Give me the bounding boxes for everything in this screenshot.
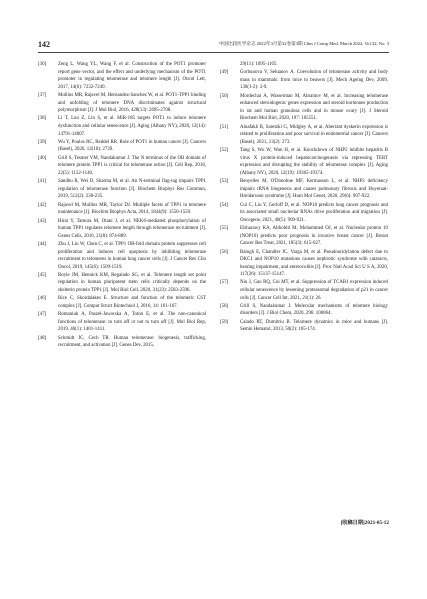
reference-item [220, 249, 388, 279]
reference-item [220, 61, 388, 69]
page-header [38, 40, 389, 53]
reference-text: 29(11): 1095-1105. [240, 62, 278, 67]
reference-text: Rajavel M, Mullins MR, Taylor DJ. Multiple facets of TPP1 in telomere maintenance [J]. Biochim Biophys Acta, 2014, 1844(9): 1550-1559. [58, 202, 206, 216]
reference-number: [41] [38, 179, 47, 185]
reference-item [220, 93, 388, 123]
reference-item [38, 155, 206, 178]
reference-text: Li T, Luo Z, Lin S, et al. MiR-185 targets POT1 to induce telomere dysfunction and cellular senescence [J]. Aging (Albany NY), 2020, 12(14): 14791-14807. [58, 116, 206, 137]
reference-number: [54] [220, 202, 229, 208]
reference-text: Balogh E, Chandler JC, Varga M, et al. Pseudouridylation defect due to DKC1 and NOP10 mutations causes nephrotic syndrome with cataracts, hearing impairment, and enterocolitis [J]. Proc Natl Acad Sci U S A, 2020, 117(26): 15137-15147. [240, 249, 388, 278]
reference-text: Zeng L, Wang YL, Wang F, et al. Construction of the POT1 promoter report gene vector, and the effect and underlying mechanism of the POT1 promoter in regulating telomerase and telomere length [J]. Oncol Lett, 2017, 14(6): 7232-7240. [58, 62, 206, 90]
reference-text: Calado RT, Dumitriu B. Telomere dynamics in mice and humans [J]. Semin Hematol, 2013, 50(2): 165-174. [240, 319, 388, 333]
reference-item [38, 272, 206, 295]
reference-item [38, 311, 206, 334]
reference-text: Wu Y, Poulos RC, Reddel RR. Role of POT1 in human cancer [J]. Cancers (Basel), 2020, 12(10): 2739. [58, 139, 206, 153]
reference-item [38, 241, 206, 271]
reference-text: Mullins MR, Rajavel M, Hernandez-Sanchez W, et al. POT1-TPP1 binding and unfolding of telomere DNA discriminates against structural polymorphism [J]. J Mol Biol, 2016, 428(13): 2695-2708. [58, 92, 206, 114]
reference-text: Benyelles M, O'Donohue MF, Kermasson L, et al. NHP2 deficiency impairs rRNA biogenesis and causes pulmonary fibrosis and Hoyeraal-Hreidarsson syndrome [J]. Hum Mol Genet, 2020, 29(6): 907-922. [240, 179, 388, 200]
reference-text: Alnafakh R, Saretzki G, Midgley A, et al. Aberrant dyskerin expression is related to proliferation and poor survival in endometrial cancer [J]. Cancers (Basel), 2021, 13(2): 273. [240, 124, 388, 145]
reference-text: Grill S, Tesmer VM, Nandakumar J. The N terminus of the OB domain of telomere protein TPP1 is critical for telomerase action [J]. Cell Rep, 2018, 22(5): 1132-1140. [58, 155, 206, 176]
reference-text: Zhu J, Liu W, Chen C, et al. TPP1 OB-fold domain protein suppresses cell proliferation and induces cell apoptosis by inhibiting telomerase recruitment to telomeres in human lung cancer cells [J]. J Cancer Res Clin Oncol, 2019, 145(6): 1509-1519. [58, 241, 206, 270]
reference-number: [43] [38, 218, 47, 224]
reference-item [220, 303, 388, 318]
reference-item [38, 61, 206, 91]
reference-item [38, 115, 206, 138]
reference-item [220, 178, 388, 201]
page-number: 142 [38, 40, 50, 49]
reference-item [220, 124, 388, 147]
reference-text: Mordechai A, Wasserman M, Abramov M, et al. Increasing telomerase enhanced steroidogenic genes expression and steroid hormones production in rat and human granulosa cells and in mouse ovary [J]. J Steroid Biochem Mol Biol, 2020, 197: 105551. [240, 93, 388, 122]
reference-number: [37] [38, 92, 47, 98]
reference-number: [52] [220, 148, 229, 154]
reference-item [38, 139, 206, 154]
reference-number: [46] [38, 296, 47, 302]
reference-number: [58] [220, 303, 229, 309]
reference-number: [42] [38, 202, 47, 208]
reference-number: [40] [38, 155, 47, 161]
reference-item [220, 319, 388, 334]
reference-number: [57] [220, 280, 229, 286]
reference-item [220, 279, 388, 302]
reference-number: [48] [38, 335, 47, 341]
reference-text: Hirai Y, Tamura M, Otani J, et al. NEK6-mediated phosphorylation of human TPP1 regulates telomere length through telomerase recruitment [J]. Genes Cells, 2016, 21(8): 874-889. [58, 218, 206, 239]
running-title: 中国比较医学杂志 2022年3月第32卷第3期 Chin J Comp Med, March 2022, Vol.32, No. 3 [218, 41, 389, 46]
reference-number: [47] [38, 312, 47, 318]
reference-number: [50] [220, 93, 229, 99]
reference-item [38, 218, 206, 241]
reference-number: [59] [220, 319, 229, 325]
references-left-column [38, 61, 206, 351]
reference-item [38, 92, 206, 115]
reference-text: Schmidt JC, Cech TR. Human telomerase: biogenesis, trafficking, recruitment, and activation [J]. Genes Dev, 2015, [58, 335, 206, 349]
reference-number: [39] [38, 139, 47, 145]
reference-number: [45] [38, 272, 47, 278]
reference-number: [56] [220, 249, 229, 255]
references-right-column [220, 61, 388, 335]
reference-text: Grill S, Nandakumar J. Molecular mechanisms of telomere biology disorders [J]. J Biol Chem, 2020, 296: 100064. [240, 303, 388, 317]
reference-text: Boyle JM, Hennick KM, Regalado SG, et al. Telomere length set point regulation in human pluripotent stem cells critically depends on the shelterin protein TPP1 [J]. Mol Biol Cell, 2020, 31(23): 2583-2596. [58, 272, 206, 294]
reference-item [220, 69, 388, 92]
reference-item [220, 202, 388, 225]
reference-text: Gorbunova V, Seluanov A. Coevolution of telomerase activity and body mass in mammals: from mice to beavers [J]. Mech Ageing Dev, 2009, 130(1-2): 3-9. [240, 70, 388, 91]
reference-number: [36] [38, 62, 47, 67]
reference-number: [44] [38, 241, 47, 247]
reference-item [220, 147, 388, 177]
reference-text: Rice C, Skordalakes E. Structure and function of the telomeric CST complex [J]. Comput Struct Biotechnol J, 2016, 14: 161-167. [58, 296, 206, 309]
reference-item [38, 202, 206, 217]
reference-item [220, 225, 388, 248]
reference-item [38, 295, 206, 310]
reference-text: Cui C, Liu Y, Gerloff D, et al. NOP10 predicts lung cancer prognosis and its associated small nucleolar RNAs drive proliferation and migration [J]. Oncogene, 2021, 40(5): 909-921. [240, 202, 388, 223]
reference-text: Elsharawy KA, Althobiti M, Mohammed OJ, et al. Nucleolar protein 10 (NOP10) predicts poor prognosis in invasive breast cancer [J]. Breast Cancer Res Treat, 2021, 185(3): 615-627. [240, 226, 388, 247]
reference-number: [51] [220, 124, 229, 130]
reference-text: Niu J, Gao RQ, Cui MT, et al. Suppression of TCAB1 expression induced cellular senescence by lessening proteasomal degradation of p21 in cancer cells [J]. Cancer Cell Int, 2021, 21(1): 26. [240, 280, 388, 301]
reference-number: [49] [220, 70, 229, 76]
received-date: [收稿日期]2021-05-12 [340, 520, 389, 526]
reference-number: [53] [220, 179, 229, 185]
reference-text: Sandhu R, Wei D, Sharma M, et al. An N-terminal flag-tag impairs TPP1 regulation of telomerase function [J]. Biochem Biophys Res Commun, 2019, 512(2): 230-235. [58, 179, 206, 200]
reference-text: Tang S, Wu W, Wan H, et al. Knockdown of NHP2 inhibits hepatitis B virus X protein-induced hepatocarcinogenesis via repressing TERT expression and disrupting the stability of telomerase complex [J]. Aging (Albany NY), 2020, 12(19): 19365-19374. [240, 148, 388, 176]
reference-item [38, 335, 206, 350]
reference-number: [38] [38, 116, 47, 122]
reference-number: [55] [220, 226, 229, 232]
reference-item [38, 178, 206, 201]
reference-text: Romaniuk A, Paszel-Jaworska A, Toton E, et al. The non-canonical functions of telomerase: to turn off or not to turn off [J]. Mol Biol Rep, 2019, 46(1): 1401-1411. [58, 312, 206, 333]
